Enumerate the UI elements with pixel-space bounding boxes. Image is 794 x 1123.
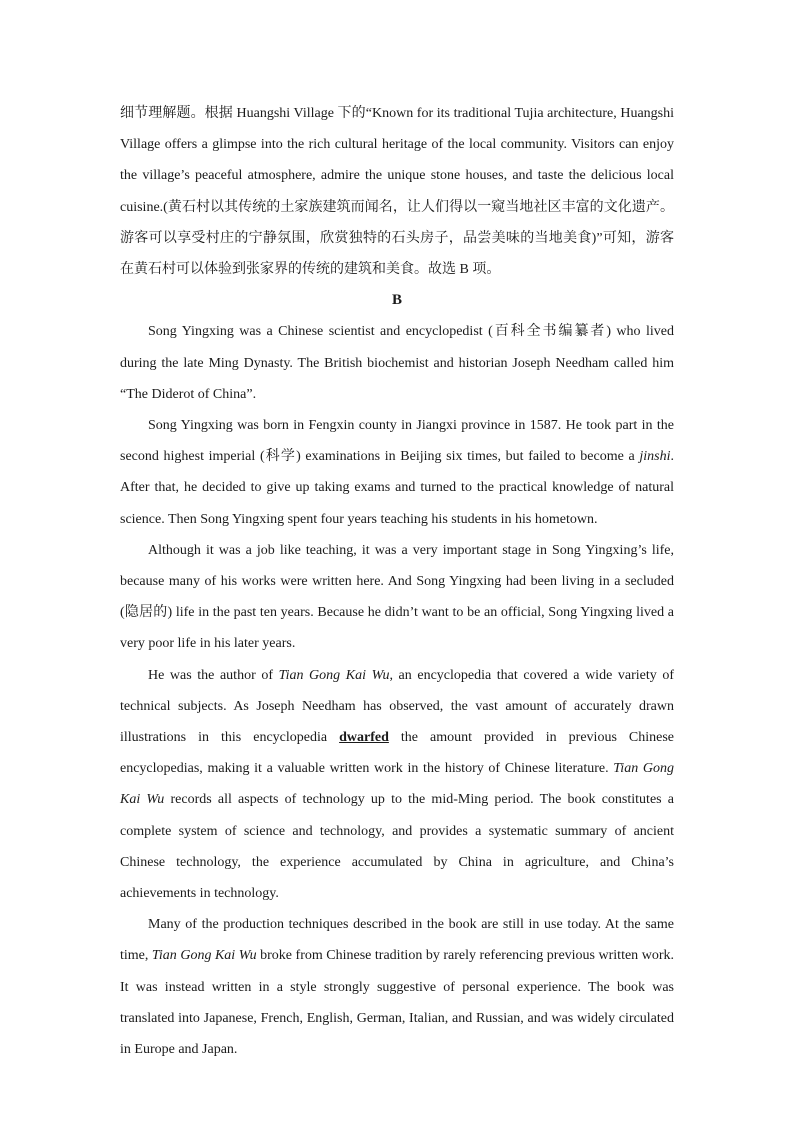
passage-paragraph-2 <box>120 410 674 535</box>
document-page <box>120 98 674 1065</box>
paragraph-text: records all aspects of technology up to the mid-Ming period. The book constitutes a complete system of science and technology, and provides a systematic summary of ancient Chinese technology, the experience accumulated by China in agriculture, and China’s achievements in technology. <box>120 792 675 902</box>
italic-term-jinshi: jinshi <box>639 449 671 465</box>
paragraph-text: He was the author of <box>148 667 279 683</box>
paragraph-text: Many of the production techniques described in the book are still in use today. At the same time, <box>120 917 674 964</box>
passage-paragraph-4 <box>120 660 674 910</box>
passage-paragraph-5 <box>120 909 674 1065</box>
keyword-dwarfed: dwarfed <box>339 730 389 746</box>
paragraph-text: broke from Chinese tradition by rarely referencing previous written work. It was instead written in a style strongly suggestive of personal experience. The book was translated into Japanese, French, English, German, Italian, and Russian, and was widely circulated in Europe and Japan. <box>120 948 674 1058</box>
section-heading-b: B <box>391 292 402 309</box>
paragraph-text: . After that, he decided to give up taking exams and turned to the practical knowledge of natural science. Then Song Yingxing spent four years teaching his students in his hometown. <box>120 449 674 527</box>
passage-paragraph-1: Song Yingxing was a Chinese scientist and encyclopedist (百科全书编纂者) who lived during the late Ming Dynasty. The British biochemist and historian Joseph Needham called him “The Diderot of China”. <box>120 324 674 402</box>
passage-paragraph-3: Although it was a job like teaching, it was a very important stage in Song Yingxing’s life, because many of his works were written here. And Song Yingxing had been living in a secluded (隐居的) life in the past ten years. Because he didn’t want to be an official, Song Yingxing lived a very poor life in his later years. <box>120 542 674 652</box>
paragraph-text: the amount provided in previous Chinese encyclopedias, making it a valuable written work in the history of Chinese literature. <box>120 730 674 777</box>
answer-explanation: 细节理解题。根据 Huangshi Village 下的“Known for its traditional Tujia architecture, Huangshi Village offers a glimpse into the rich cultural heritage of the local community. Visitors can enjoy the village’s peaceful atmosphere, admire the unique stone houses, and taste the delicious local cuisine.(黄石村以其传统的土家族建筑而闻名，让人们得以一窥当地社区丰富的文化遗产。游客可以享受村庄的宁静氛围，欣赏独特的石头房子，品尝美味的当地美食)”可知，游客在黄石村可以体验到张家界的传统的建筑和美食。故选 B 项。 <box>120 106 674 278</box>
paragraph-text: , an encyclopedia that covered a wide variety of technical subjects. As Joseph Needham has observed, the vast amount of accurately drawn illustrations in this encyclopedia <box>120 667 674 746</box>
book-title: Tian Gong Kai Wu <box>151 948 257 964</box>
book-title: Tian Gong Kai Wu <box>120 761 675 808</box>
paragraph-text: Song Yingxing was born in Fengxin county in Jiangxi province in 1587. He took part in the second highest imperial (科学) examinations in Beijing six times, but failed to become a <box>120 418 674 465</box>
book-title: Tian Gong Kai Wu <box>278 667 390 683</box>
